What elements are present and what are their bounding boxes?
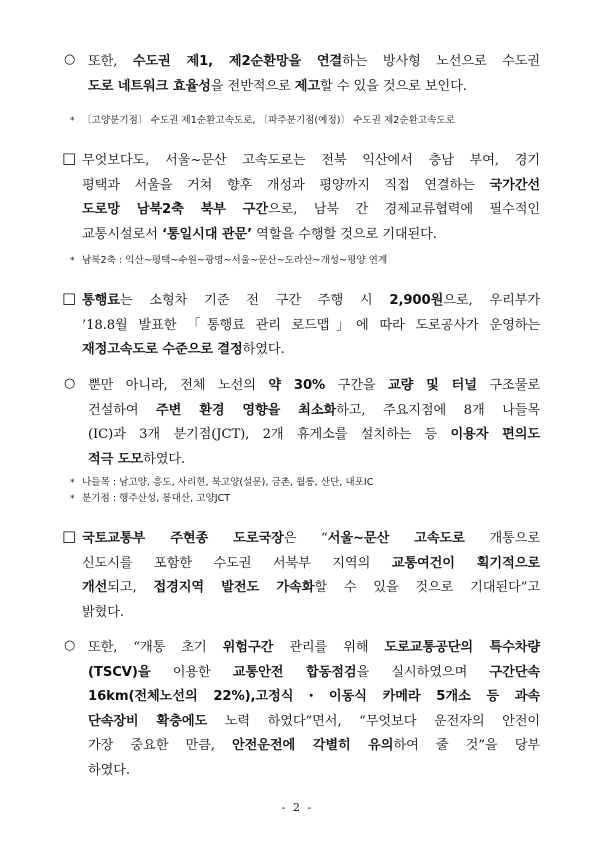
text: 하는 방사형 노선으로 수도권 <box>342 54 540 69</box>
emphasis: 적극 도모 <box>88 451 144 467</box>
text: 하였다. <box>143 451 186 467</box>
text: (IC)과 3개 분기점(JCT), 2개 휴게소를 설치하는 등 <box>88 427 451 442</box>
emphasis: 교통안전 합동점검 <box>232 664 357 680</box>
emphasis: 도로교통공단의 특수차량 <box>384 640 540 655</box>
square-bullet: □ <box>62 289 77 307</box>
emphasis: (TSCV)을 <box>88 664 151 680</box>
text: 또한, <box>88 54 133 69</box>
page-number: - 2 - <box>281 801 314 814</box>
text: 건설하여 <box>88 402 157 418</box>
text: 하였다. <box>242 342 285 357</box>
emphasis: 접경지역 발전도 가속화 <box>153 580 315 595</box>
emphasis: 위험구간 <box>222 640 274 655</box>
paragraph-6 <box>88 636 540 783</box>
emphasis: 제고 <box>294 78 321 94</box>
text: 구간을 <box>325 378 389 393</box>
footnote-3b: * 분기점 : 행주산성, 봉대산, 고양JCT <box>70 493 231 504</box>
text: 할 수 있을 것으로 보인다. <box>320 78 467 94</box>
text-line: 하였다. <box>88 762 131 778</box>
emphasis: 약 30% <box>268 378 326 393</box>
text: 으로, 우리부가 <box>443 293 540 308</box>
text: 뿐만 아니라, 전체 노선의 <box>88 378 269 393</box>
emphasis: ‘통일시대 관문’ <box>161 226 253 242</box>
text: 되고, <box>107 580 154 595</box>
circle-bullet: ○ <box>64 376 76 391</box>
text: 구조물로 <box>476 378 540 393</box>
footnote-2: * 남북2축 : 익산~평택~수원~광명~서울~문산~도라산~개성~평양 연계 <box>70 255 388 266</box>
emphasis: 2,900원 <box>389 293 444 308</box>
square-bullet: □ <box>62 149 77 167</box>
text: 하고, 주요지점에 8개 나들목 <box>336 402 540 418</box>
text: 역할을 수행할 것으로 기대된다. <box>252 226 437 242</box>
emphasis: 개선 <box>82 580 108 595</box>
circle-bullet: ○ <box>64 638 76 653</box>
text: 평택과 서울을 거쳐 향후 개성과 평양까지 직접 연결하는 <box>82 177 490 193</box>
text: 을 실시하였으며 <box>356 664 490 680</box>
text: 신도시를 포함한 수도권 서북부 지역의 <box>82 555 392 571</box>
text-line: ’18.8월 발표한 「통행료 관리 로드맵」에 따라 도로공사가 운영하는 <box>82 317 540 333</box>
paragraph-4 <box>88 374 540 472</box>
text-line: 무엇보다도, 서울~문산 고속도로는 전북 익산에서 충남 부여, 경기 <box>82 153 540 168</box>
text: 하여 줄 것”을 당부 <box>393 738 540 753</box>
text: 또한, “개통 초기 <box>88 640 223 655</box>
footnote-3a: * 나들목 : 남고양, 흥도, 사리현, 북고양(설문), 금촌, 월롱, 산단, 내포IC <box>70 477 374 488</box>
emphasis: 단속장비 확충에도 <box>88 713 208 729</box>
paragraph-5 <box>82 527 540 625</box>
text: 노력 하였다”면서, “무엇보다 운전자의 안전이 <box>207 713 541 729</box>
emphasis: 재정고속도로 수준으로 결정 <box>82 342 243 357</box>
text: 교통시설로서 <box>82 226 162 242</box>
emphasis: 이용자 편의도 <box>450 427 540 442</box>
emphasis: 수도권 제1, 제2순환망을 연결 <box>132 54 343 69</box>
square-bullet: □ <box>62 527 77 545</box>
text-line: 밝혔다. <box>82 604 125 620</box>
emphasis: 구간단속 <box>489 664 540 680</box>
emphasis: 도로 네트워크 효율성 <box>88 78 211 94</box>
emphasis: 16km(전체노선의 22%),고정식・이동식 카메라 5개소 등 과속 <box>88 689 540 704</box>
paragraph-2 <box>82 149 540 247</box>
text: 관리를 위해 <box>273 640 385 655</box>
paragraph-3 <box>82 289 540 363</box>
text: 개통으로 <box>464 531 541 546</box>
emphasis: 안전운전에 각별히 유의 <box>231 738 394 753</box>
emphasis: 교량 및 터널 <box>388 378 477 393</box>
text: 가장 중요한 만큼, <box>88 738 232 753</box>
text: 을 전반적으로 <box>210 78 295 94</box>
text: 는 소형차 기준 전 구간 주행 시 <box>119 293 390 308</box>
text: 이용한 <box>150 664 233 680</box>
text: 은 “ <box>283 531 328 546</box>
emphasis: 통행료 <box>82 293 120 308</box>
text: 할 수 있을 것으로 기대된다”고 <box>314 580 540 595</box>
text: 으로, 남북 간 경제교류협력에 필수적인 <box>267 202 540 217</box>
footnote-1: * 〔고양분기점〕 수도권 제1순환고속도로, 〔파주분기점(예정)〕 수도권 제2순환고속도로 <box>70 115 455 126</box>
emphasis: 도로망 남북2축 북부 구간 <box>82 202 268 217</box>
emphasis: 교통여건이 획기적으로 <box>391 555 540 571</box>
circle-bullet: ○ <box>64 52 76 67</box>
emphasis: 서울~문산 고속도로 <box>327 531 465 546</box>
paragraph-1 <box>88 50 540 99</box>
emphasis: 국가간선 <box>489 177 540 193</box>
emphasis: 주변 환경 영향을 최소화 <box>156 402 337 418</box>
emphasis: 국토교통부 주현종 도로국장 <box>82 531 284 546</box>
